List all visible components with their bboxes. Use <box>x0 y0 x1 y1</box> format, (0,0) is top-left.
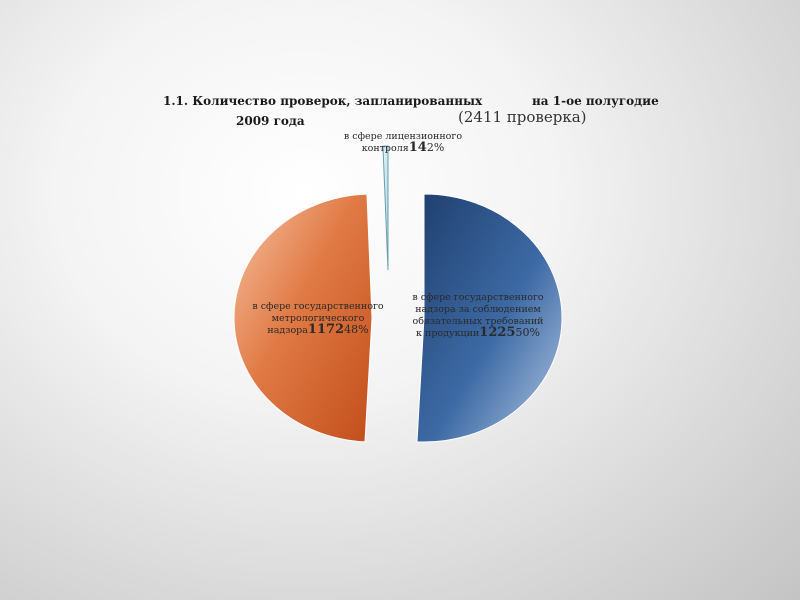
pie-slice-3 <box>383 146 388 270</box>
pie-slice-value-2: 1172 <box>307 322 345 337</box>
chart-title-line1-left: 1.1. Количество проверок, запланированных <box>163 94 483 108</box>
pie-slice-label-1: в сфере государственного надзора за соблюдением обязательных требований к продукции122550% <box>412 292 544 340</box>
chart-title-line1-right: на 1-ое полугодие <box>532 94 659 108</box>
pie-slice-percent-2: 48% <box>344 323 369 336</box>
pie-slice-value-1: 1225 <box>479 325 516 340</box>
pie-slice-label-3: в сфере лицензионного контроля142% <box>343 131 463 155</box>
pie-slice-percent-3: 2% <box>426 141 445 154</box>
pie-slice-percent-1: 50% <box>515 326 540 339</box>
pie-slice-value-3: 14 <box>408 140 427 155</box>
chart-subtitle: (2411 проверка) <box>458 108 587 126</box>
chart-title-line2: 2009 года <box>236 114 305 128</box>
pie-slice-label-2: в сфере государственного метрологического надзора117248% <box>252 301 384 337</box>
